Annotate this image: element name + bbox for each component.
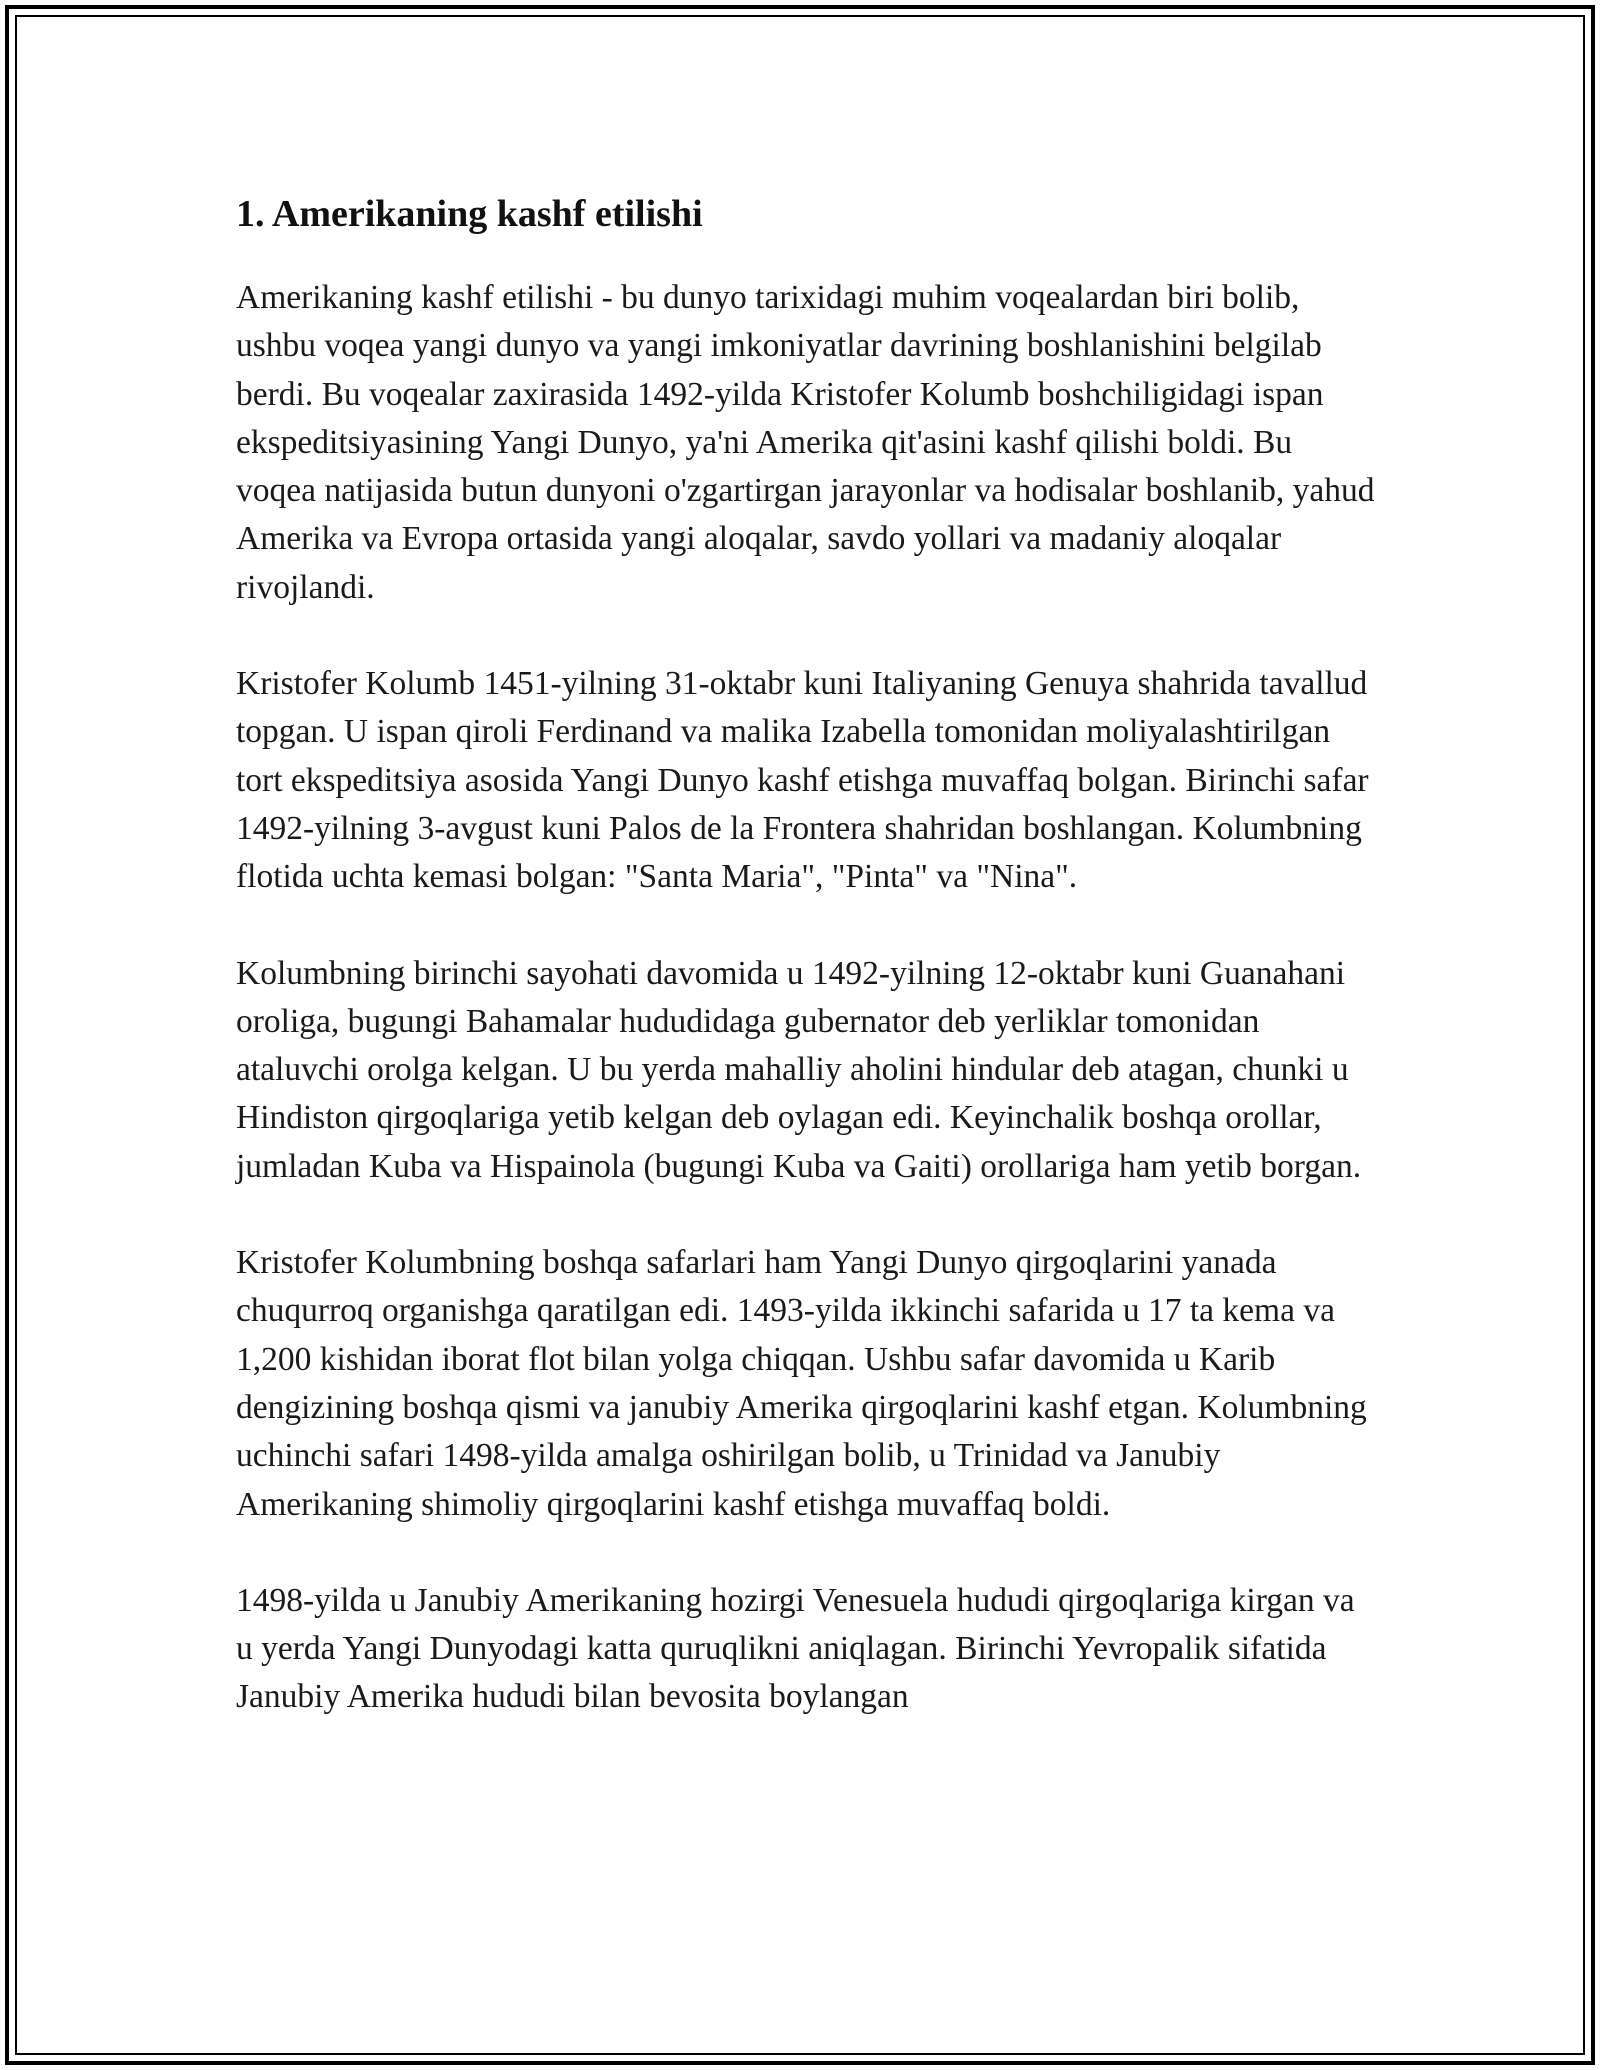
section-heading: 1. Amerikaning kashf etilishi (236, 193, 703, 235)
paragraph-5: 1498-yilda u Janubiy Amerikaning hozirgi Venesuela hududi qirgoqlariga kirgan va u yerda Yangi Dunyodagi katta quruqlikni aniqlagan. Birinchi Yevropalik sifatida Janubiy Amerika hududi bilan bevosita boylangan (236, 1581, 1355, 1716)
paragraph-1: Amerikaning kashf etilishi - bu dunyo tarixidagi muhim voqealardan biri bolib, ushbu voqea yangi dunyo va yangi imkoniyatlar davrining boshlanishini belgilab berdi. Bu voqealar zaxirasida 1492-yilda Kristofer Kolumb boshchiligidagi ispan ekspeditsiyasining Yangi Dunyo, ya'ni Amerika qit'asini kashf qilishi boldi. Bu voqea natijasida butun dunyoni o'zgartirgan jarayonlar va hodisalar boshlanib, yahud Amerika va Evropa ortasida yangi aloqalar, savdo yollari va madaniy aloqalar rivojlandi. (236, 279, 1375, 606)
paragraph-2: Kristofer Kolumb 1451-yilning 31-oktabr kuni Italiyaning Genuya shahrida tavallud topgan. U ispan qiroli Ferdinand va malika Izabella tomonidan moliyalashtirilgan tort ekspeditsiya asosida Yangi Dunyo kashf etishga muvaffaq bolgan. Birinchi safar 1492-yilning 3-avgust kuni Palos de la Frontera shahridan boshlangan. Kolumbning flotida uchta kemasi bolgan: "Santa Maria", "Pinta" va "Nina". (236, 665, 1369, 896)
document-body (236, 186, 1376, 1770)
paragraph-3: Kolumbning birinchi sayohati davomida u 1492-yilning 12-oktabr kuni Guanahani oroliga, bugungi Bahamalar hududidaga gubernator deb yerliklar tomonidan ataluvchi orolga kelgan. U bu yerda mahalliy aholini hindular deb atagan, chunki u Hindiston qirgoqlariga yetib kelgan deb oylagan edi. Keyinchalik boshqa orollar, jumladan Kuba va Hispainola (bugungi Kuba va Gaiti) orollariga ham yetib borgan. (236, 954, 1362, 1185)
paragraph-4: Kristofer Kolumbning boshqa safarlari ham Yangi Dunyo qirgoqlarini yanada chuqurroq organishga qaratilgan edi. 1493-yilda ikkinchi safarida u 17 ta kema va 1,200 kishidan iborat flot bilan yolga chiqqan. Ushbu safar davomida u Karib dengizining boshqa qismi va janubiy Amerika qirgoqlarini kashf etgan. Kolumbning uchinchi safari 1498-yilda amalga oshirilgan bolib, u Trinidad va Janubiy Amerikaning shimoliy qirgoqlarini kashf etishga muvaffaq boldi. (236, 1244, 1367, 1523)
